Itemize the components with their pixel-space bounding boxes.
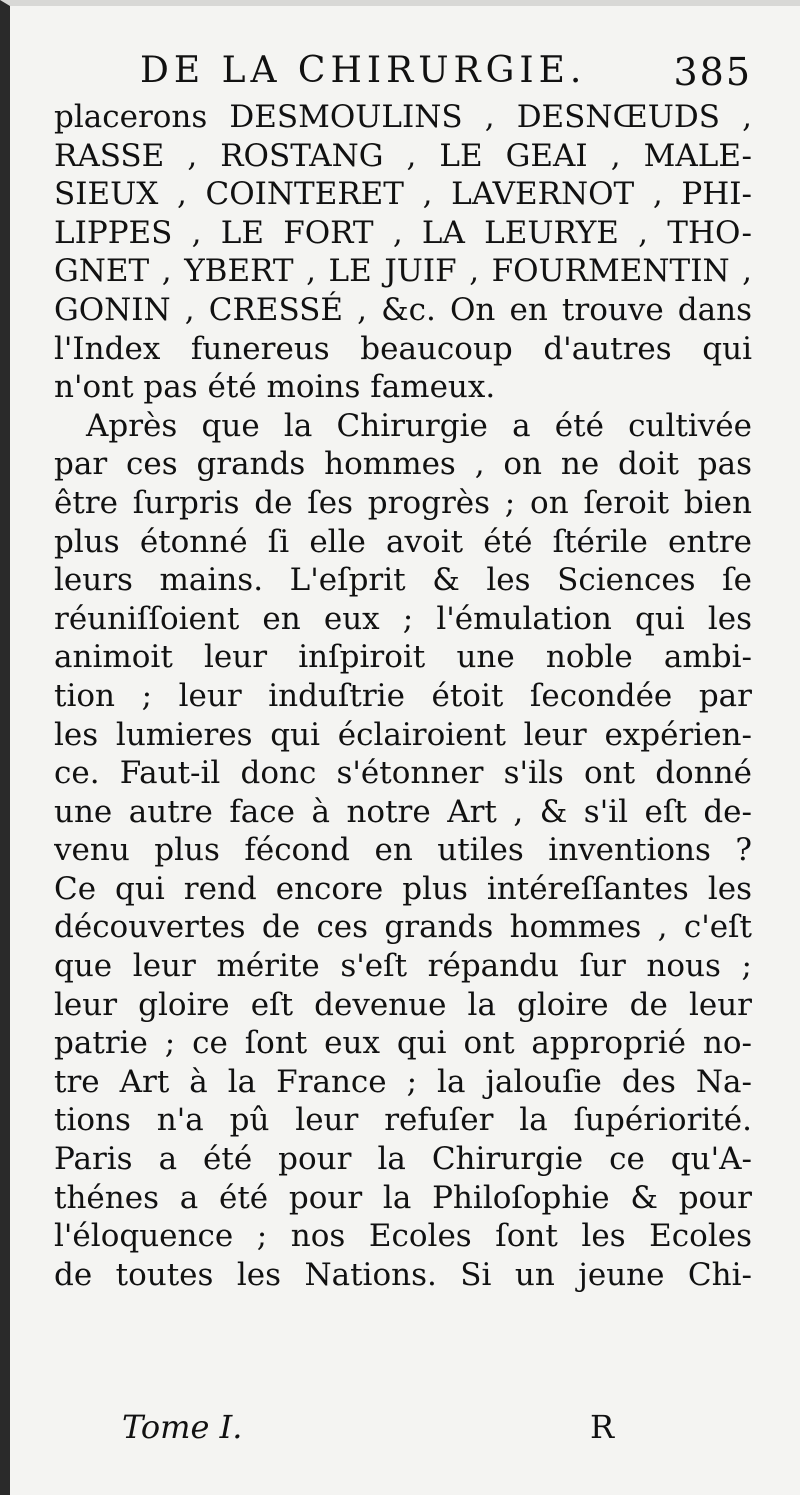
text-line: thénes a été pour la Philoſophie & pour xyxy=(54,1179,752,1216)
text-line: tion ; leur induſtrie étoit ſecondée par xyxy=(54,677,752,714)
text-line: animoit leur inſpiroit une noble ambi- xyxy=(54,639,752,676)
text-line: patrie ; ce ſont eux qui ont approprié no- xyxy=(54,1025,752,1062)
text-line: plus étonné ſi elle avoit été ſtérile entre xyxy=(54,523,752,560)
text-line: l'éloquence ; nos Ecoles ſont les Ecoles xyxy=(54,1218,752,1255)
text-line: Après que la Chirurgie a été cultivée xyxy=(86,407,752,444)
text-line: les lumieres qui éclairoient leur expérien- xyxy=(54,716,752,753)
text-line: GNET , YBERT , LE JUIF , FOURMENTIN , xyxy=(54,253,752,290)
text-line: SIEUX , COINTERET , LAVERNOT , PHI- xyxy=(54,176,752,213)
text-line: une autre face à notre Art , & s'il eſt de- xyxy=(54,793,752,830)
text-line: placerons DESMOULINS , DESNŒUDS , xyxy=(54,99,752,135)
body-text xyxy=(54,98,752,1294)
text-line: l'Index funereus beaucoup d'autres qui xyxy=(54,330,752,367)
running-title: DE LA CHIRURGIE. xyxy=(140,50,587,91)
text-line: ce. Faut-il donc s'étonner s'ils ont donné xyxy=(54,755,752,792)
text-line: n'ont pas été moins fameux. xyxy=(54,369,496,406)
text-line: que leur mérite s'eſt répandu ſur nous ; xyxy=(54,948,752,985)
text-line: GONIN , CRESSÉ , &c. On en trouve dans xyxy=(54,291,752,328)
page-number: 385 xyxy=(673,50,752,94)
text-line: LIPPES , LE FORT , LA LEURYE , THO- xyxy=(54,214,752,251)
text-line: de toutes les Nations. Si un jeune Chi- xyxy=(54,1256,752,1293)
text-line: tre Art à la France ; la jalouſie des Na- xyxy=(54,1063,752,1100)
page-header xyxy=(140,50,752,100)
volume-label: Tome I. xyxy=(122,1408,243,1446)
text-line: RASSE , ROSTANG , LE GEAI , MALE- xyxy=(54,137,752,174)
text-line: être ſurpris de ſes progrès ; on ſeroit bien xyxy=(54,484,752,521)
page-footer xyxy=(122,1408,622,1452)
text-line: tions n'a pû leur refuſer la ſupériorité. xyxy=(54,1102,752,1139)
text-line: réuniſſoient en eux ; l'émulation qui les xyxy=(54,600,752,637)
text-line: venu plus fécond en utiles inventions ? xyxy=(54,832,752,869)
text-line: leur gloire eſt devenue la gloire de leur xyxy=(54,986,752,1023)
text-line: Ce qui rend encore plus intéreſſantes les xyxy=(54,870,752,907)
text-line: découvertes de ces grands hommes , c'eſt xyxy=(54,909,752,946)
text-line: leurs mains. L'eſprit & les Sciences ſe xyxy=(54,562,752,599)
signature-mark: R xyxy=(590,1408,615,1446)
text-line: Paris a été pour la Chirurgie ce qu'A- xyxy=(54,1141,752,1178)
text-line: par ces grands hommes , on ne doit pas xyxy=(54,446,752,483)
